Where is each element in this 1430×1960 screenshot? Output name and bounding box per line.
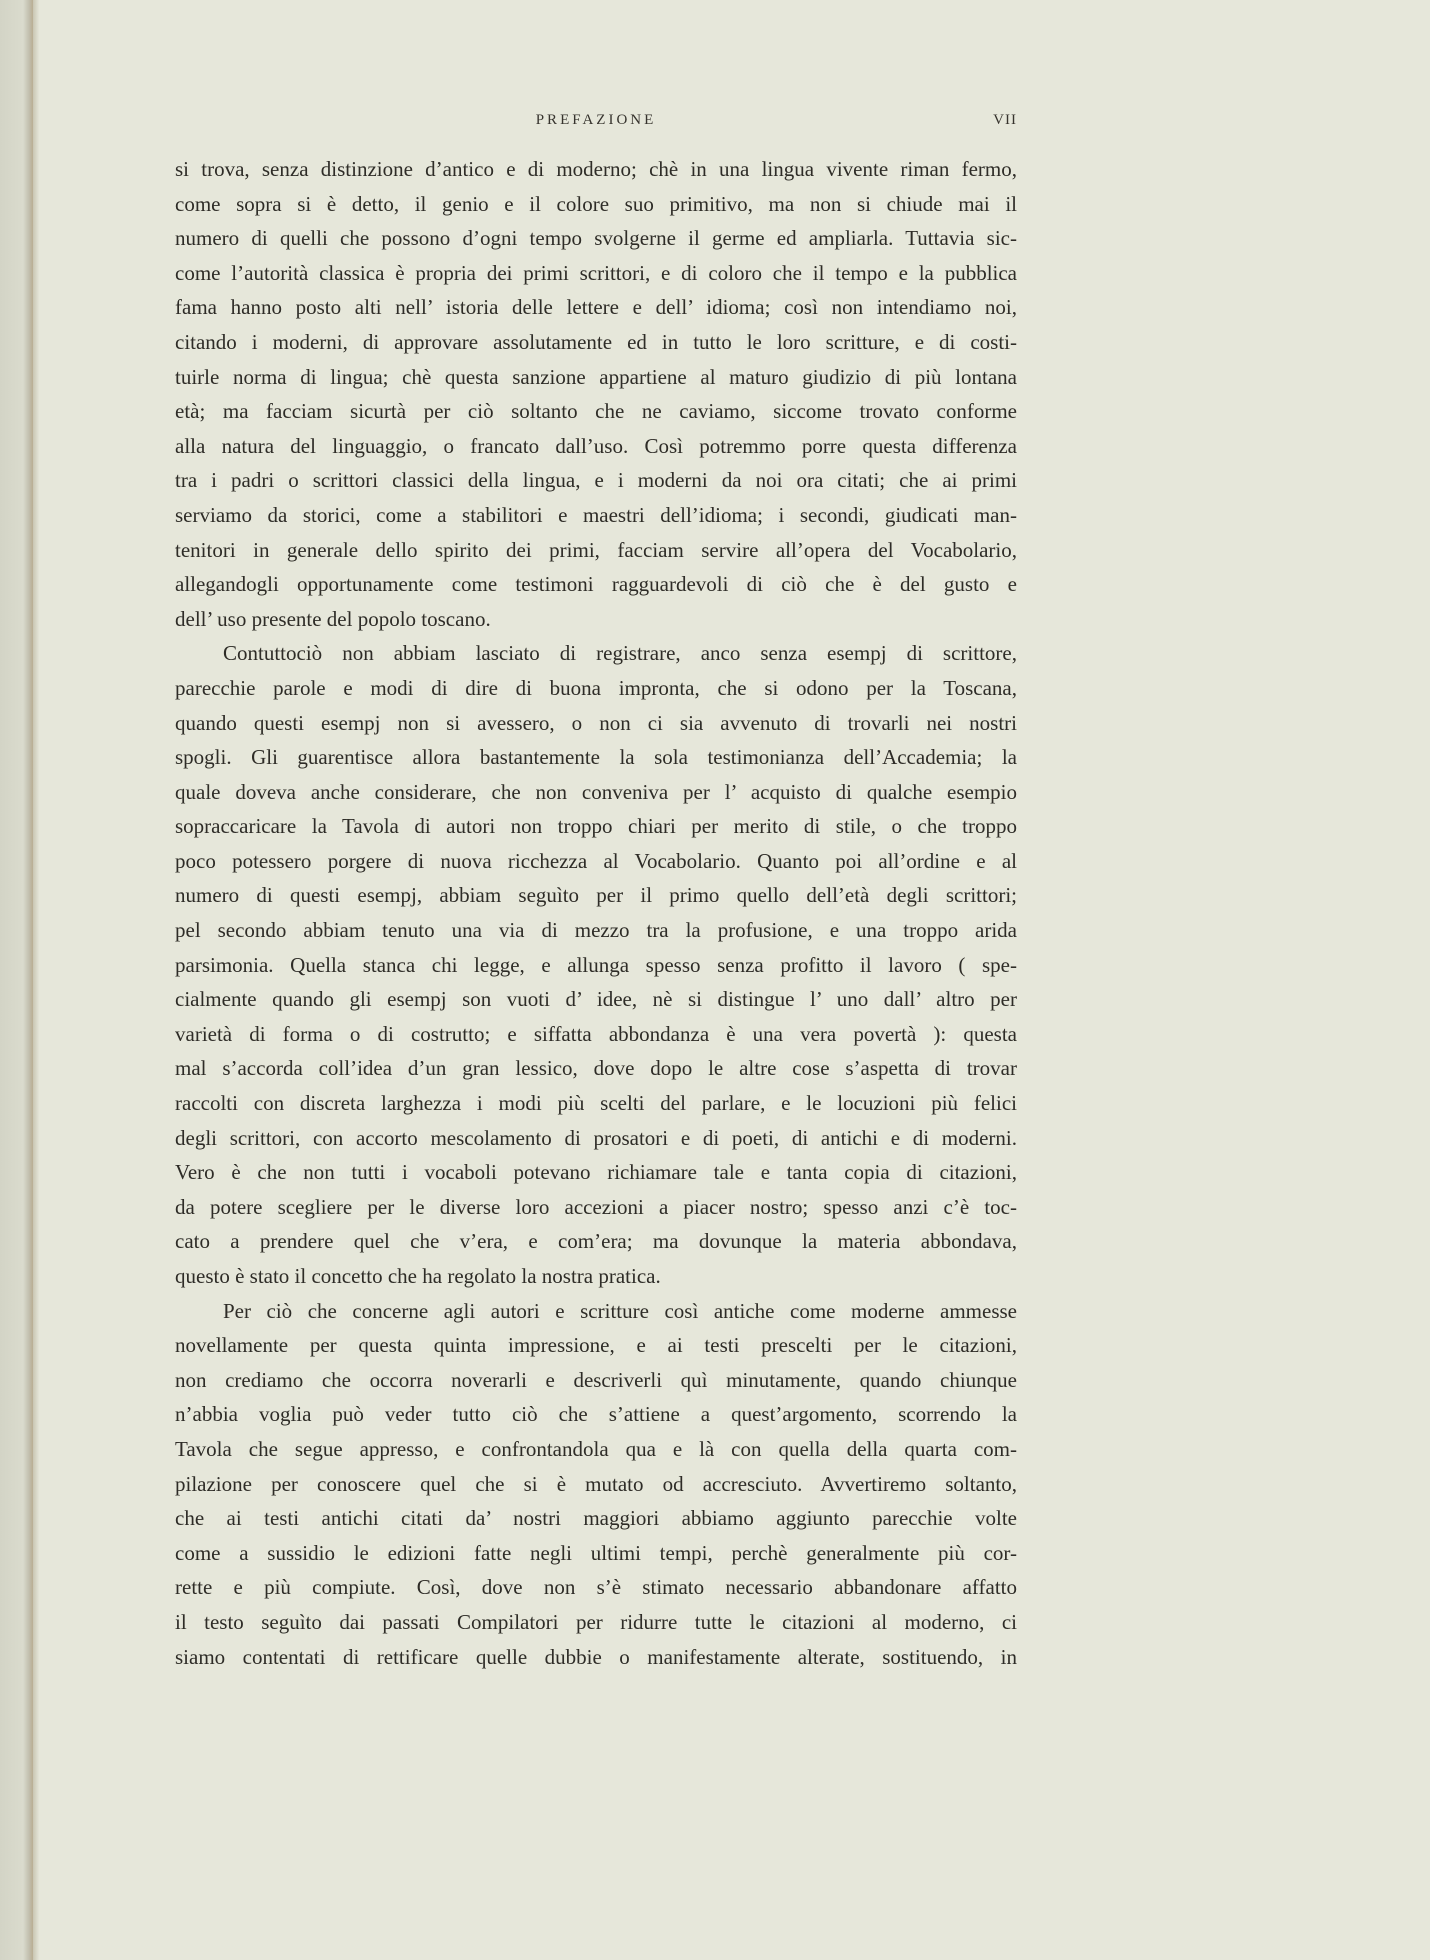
text-line: Tavola che segue appresso, e confrontandola qua e là con quella della quarta com- [175,1436,1017,1461]
running-head-title: PREFAZIONE [535,112,657,128]
text-line: numero di questi esempj, abbiam seguìto per il primo quello dell’età degli scrittori; [175,883,1017,908]
text-line: n’abbia voglia può veder tutto ciò che s’attiene a quest’argomento, scorrendo la [175,1402,1017,1427]
text-line: tenitori in generale dello spirito dei primi, facciam servire all’opera del Vocabolario, [175,537,1017,562]
text-line: alla natura del linguaggio, o francato dall’uso. Così potremmo porre questa differenza [175,433,1017,458]
text-line: dell’ uso presente del popolo toscano. [175,606,491,631]
text-line: fama hanno posto alti nell’ istoria delle lettere e dell’ idioma; così non intendiamo noi, [175,295,1017,320]
text-line: come l’autorità classica è propria dei primi scrittori, e di coloro che il tempo e la pubblica [175,260,1017,285]
text-line: citando i moderni, di approvare assolutamente ed in tutto le loro scritture, e di costi- [175,329,1017,354]
text-line: numero di quelli che possono d’ogni tempo svolgerne il germe ed ampliarla. Tuttavia sic- [175,226,1017,251]
text-line: parsimonia. Quella stanca chi legge, e allunga spesso senza profitto il lavoro ( spe- [175,952,1017,977]
text-line: quando questi esempj non si avessero, o non ci sia avvenuto di trovarli nei nostri [175,710,1017,735]
text-line: parecchie parole e modi di dire di buona impronta, che si odono per la Toscana, [175,675,1017,700]
text-line: poco potessero porgere di nuova ricchezza al Vocabolario. Quanto poi all’ordine e al [175,848,1017,873]
text-line: pel secondo abbiam tenuto una via di mezzo tra la profusione, e una troppo arida [175,918,1017,943]
text-line: questo è stato il concetto che ha regolato la nostra pratica. [175,1264,661,1288]
text-line: serviamo da storici, come a stabilitori e maestri dell’idioma; i secondi, giudicati man- [175,502,1017,527]
text-line: cato a prendere quel che v’era, e com’era; ma dovunque la materia abbondava, [175,1229,1017,1254]
paragraph [175,1294,1017,1675]
text-line: siamo contentati di rettificare quelle dubbie o manifestamente alterate, sostituendo, in [175,1644,1017,1669]
paragraph [175,636,1017,1293]
text-line: Per ciò che concerne agli autori e scritture così antiche come moderne ammesse [223,1298,1017,1323]
text-line: allegandogli opportunamente come testimoni ragguardevoli di ciò che è del gusto e [175,572,1017,597]
text-line: si trova, senza distinzione d’antico e di moderno; chè in una lingua vivente riman fermo, [175,157,1017,181]
text-line: tuirle norma di lingua; chè questa sanzione appartiene al maturo giudizio di più lontana [175,364,1017,389]
text-line: Vero è che non tutti i vocaboli potevano richiamare tale e tanta copia di citazioni, [175,1160,1017,1185]
text-line: novellamente per questa quinta impressione, e ai testi prescelti per le citazioni, [175,1333,1017,1358]
text-line: tra i padri o scrittori classici della lingua, e i moderni da noi ora citati; che ai primi [175,468,1017,493]
text-line: degli scrittori, con accorto mescolamento di prosatori e di poeti, di antichi e di moderni. [175,1125,1017,1150]
text-line: varietà di forma o di costrutto; e siffatta abbondanza è una vera povertà ): questa [175,1021,1017,1046]
text-line: il testo seguìto dai passati Compilatori per ridurre tutte le citazioni al moderno, ci [175,1609,1017,1634]
text-line: raccolti con discreta larghezza i modi più scelti del parlare, e le locuzioni più felici [175,1091,1017,1116]
text-line: che ai testi antichi citati da’ nostri maggiori abbiamo aggiunto parecchie volte [175,1506,1017,1531]
text-line: pilazione per conoscere quel che si è mutato od accresciuto. Avvertiremo soltanto, [175,1471,1017,1496]
paragraph [175,152,1017,636]
text-line: Contuttociò non abbiam lasciato di registrare, anco senza esempj di scrittore, [223,641,1017,666]
text-line: come a sussidio le edizioni fatte negli ultimi tempi, perchè generalmente più cor- [175,1540,1017,1565]
book-gutter-edge [0,0,33,1960]
running-head [175,112,1017,136]
text-line: spogli. Gli guarentisce allora bastantemente la sola testimonianza dell’Accademia; la [175,745,1017,770]
text-line: quale doveva anche considerare, che non conveniva per l’ acquisto di qualche esempio [175,779,1017,804]
text-line: cialmente quando gli esempj son vuoti d’ idee, nè si distingue l’ uno dall’ altro per [175,987,1017,1012]
body-text [175,152,1017,1674]
text-line: età; ma facciam sicurtà per ciò soltanto che ne caviamo, siccome trovato conforme [175,399,1017,424]
page-number: VII [993,112,1017,128]
text-line: mal s’accorda coll’idea d’un gran lessico, dove dopo le altre cose s’aspetta di trovar [175,1056,1017,1081]
text-line: da potere scegliere per le diverse loro accezioni a piacer nostro; spesso anzi c’è toc- [175,1194,1017,1219]
text-line: sopraccaricare la Tavola di autori non troppo chiari per merito di stile, o che troppo [175,814,1017,839]
text-line: rette e più compiute. Così, dove non s’è stimato necessario abbandonare affatto [175,1575,1017,1600]
text-line: non crediamo che occorra noverarli e descriverli quì minutamente, quando chiunque [175,1367,1017,1392]
text-line: come sopra si è detto, il genio e il colore suo primitivo, ma non si chiude mai il [175,191,1017,216]
